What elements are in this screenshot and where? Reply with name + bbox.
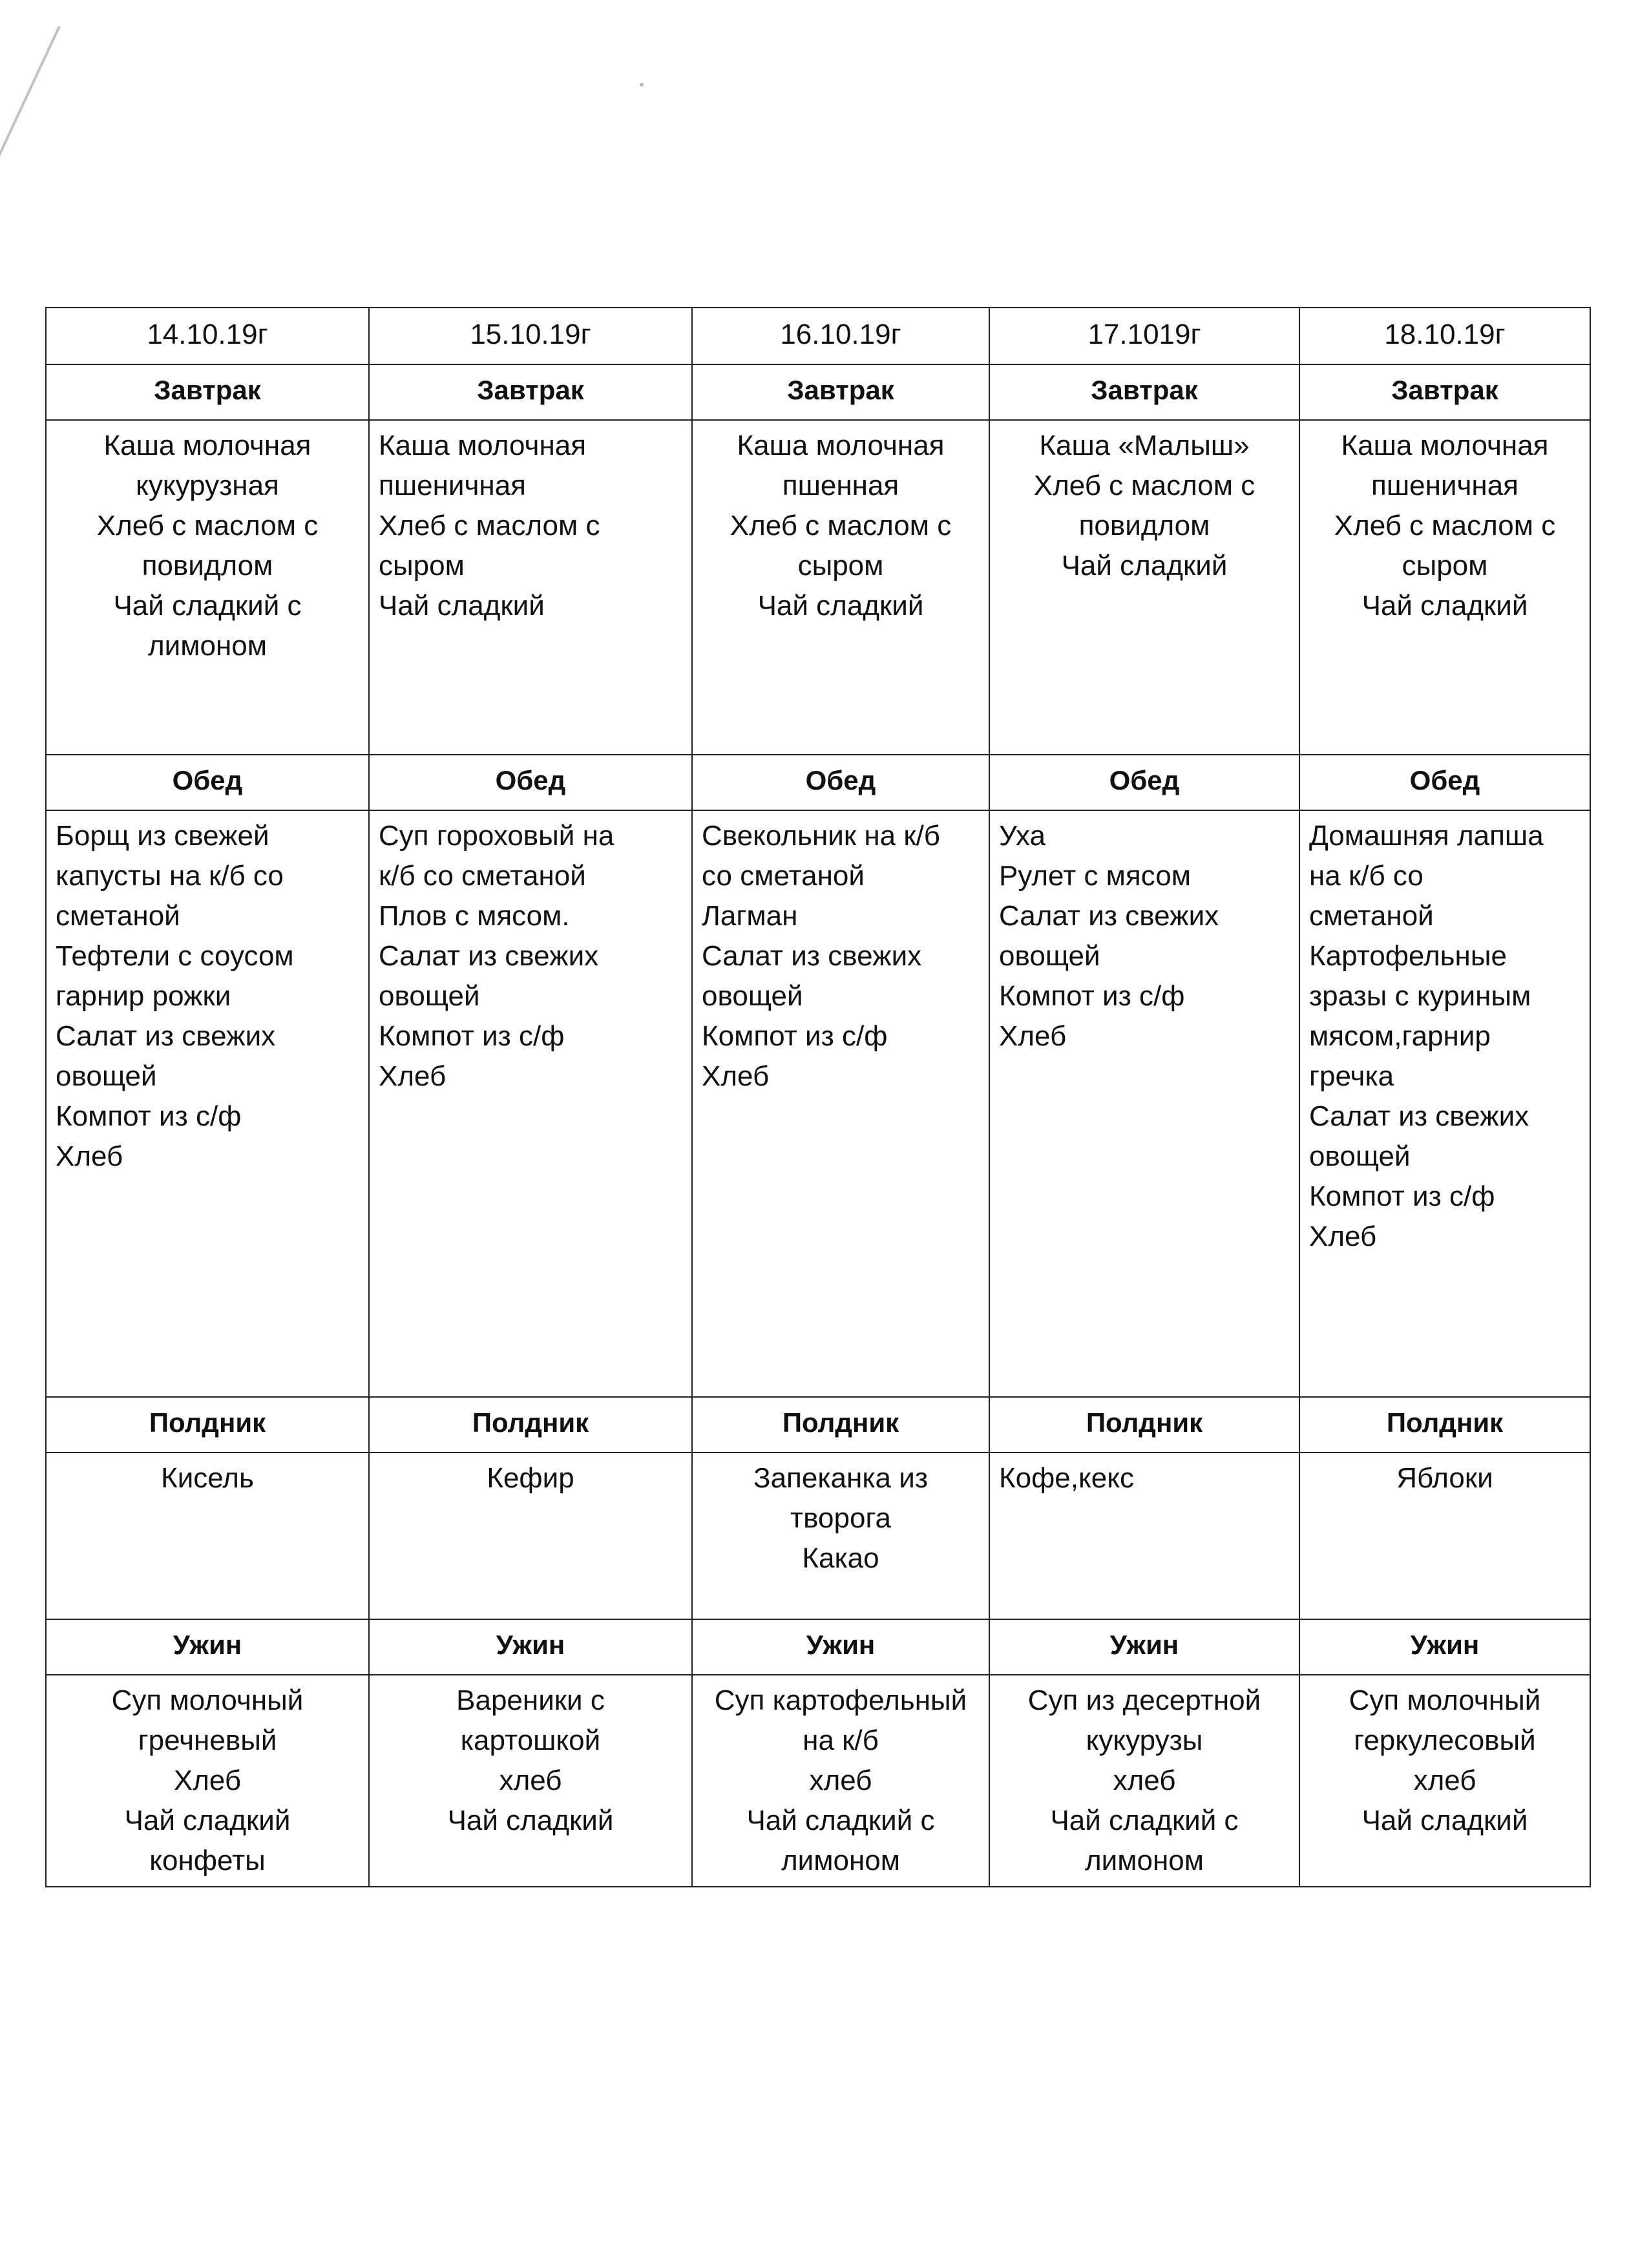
menu-item-line: Хлеб: [173, 1765, 242, 1796]
menu-item-line: геркулесовый: [1354, 1725, 1536, 1756]
meal-label: Ужин: [989, 1619, 1299, 1675]
menu-item-line: Чай сладкий: [379, 590, 545, 622]
menu-item-line: Компот из с/ф: [379, 1020, 565, 1052]
meal-label: Завтрак: [46, 364, 369, 420]
menu-cell: [1299, 810, 1590, 1397]
menu-item-line: Компот из с/ф: [56, 1100, 242, 1132]
menu-item-line: Запеканка из: [753, 1462, 928, 1494]
scan-artifact-line: [0, 26, 61, 203]
menu-item-line: Компот из с/ф: [702, 1020, 888, 1052]
menu-cell: [989, 420, 1299, 755]
meal-label: Завтрак: [369, 364, 692, 420]
menu-item-line: Кефир: [487, 1462, 574, 1494]
scan-artifact-dot: [640, 83, 644, 87]
menu-item-line: Хлеб: [702, 1060, 770, 1092]
menu-item-line: Салат из свежих: [56, 1020, 276, 1052]
menu-item-line: Хлеб с маслом с: [379, 510, 600, 541]
menu-cell: [369, 420, 692, 755]
lunch-header-row: [46, 755, 1590, 810]
meal-label: Обед: [989, 755, 1299, 810]
menu-item-line: Суп из десертной: [1027, 1685, 1261, 1716]
menu-cell: [1299, 1453, 1590, 1619]
menu-item-line: лимоном: [781, 1845, 900, 1876]
menu-item-line: капусты на к/б со: [56, 860, 284, 892]
menu-item-line: пшеничная: [1371, 470, 1518, 501]
date-cell: 14.10.19г: [46, 308, 369, 364]
meal-label: Ужин: [692, 1619, 989, 1675]
date-cell: 15.10.19г: [369, 308, 692, 364]
meal-label: Ужин: [369, 1619, 692, 1675]
menu-cell: [989, 1675, 1299, 1887]
meal-label: Полдник: [46, 1397, 369, 1453]
menu-item-line: на к/б со: [1309, 860, 1423, 892]
meal-label: Завтрак: [989, 364, 1299, 420]
menu-item-line: Каша «Малыш»: [1039, 430, 1250, 461]
menu-item-line: на к/б: [803, 1725, 879, 1756]
menu-item-line: Суп гороховый на: [379, 820, 614, 852]
snack-items-row: [46, 1453, 1590, 1619]
menu-item-line: Каша молочная: [103, 430, 311, 461]
menu-item-line: Чай сладкий с: [113, 590, 302, 622]
menu-item-line: Хлеб: [56, 1140, 123, 1172]
breakfast-items-row: [46, 420, 1590, 755]
menu-item-line: Хлеб с маслом с: [1033, 470, 1255, 501]
menu-cell: [369, 1453, 692, 1619]
menu-item-line: Суп молочный: [1349, 1685, 1541, 1716]
menu-item-line: Компот из с/ф: [999, 980, 1185, 1012]
menu-item-line: Свекольник на к/б: [702, 820, 940, 852]
menu-item-line: Хлеб с маслом с: [1334, 510, 1556, 541]
menu-item-line: конфеты: [149, 1845, 266, 1876]
menu-cell: [369, 810, 692, 1397]
menu-item-line: Суп картофельный: [714, 1685, 967, 1716]
meal-label: Ужин: [1299, 1619, 1590, 1675]
meal-label: Обед: [369, 755, 692, 810]
menu-item-line: Суп молочный: [111, 1685, 304, 1716]
menu-item-line: Чай сладкий: [1361, 590, 1528, 622]
meal-label: Обед: [692, 755, 989, 810]
menu-item-line: Рулет с мясом: [999, 860, 1191, 892]
menu-item-line: сметаной: [56, 900, 180, 932]
snack-header-row: [46, 1397, 1590, 1453]
menu-item-line: гречка: [1309, 1060, 1394, 1092]
menu-item-line: Хлеб: [1309, 1221, 1377, 1252]
menu-item-line: лимоном: [1085, 1845, 1204, 1876]
menu-item-line: сыром: [379, 550, 465, 582]
menu-item-line: гарнир рожки: [56, 980, 231, 1012]
menu-cell: [989, 810, 1299, 1397]
menu-item-line: Уха: [999, 820, 1045, 852]
menu-item-line: хлеб: [1113, 1765, 1176, 1796]
menu-item-line: зразы с куриным: [1309, 980, 1531, 1012]
weekly-menu-table: [45, 307, 1591, 1887]
menu-item-line: Хлеб с маслом с: [96, 510, 319, 541]
menu-item-line: Компот из с/ф: [1309, 1181, 1495, 1212]
menu-item-line: Чай сладкий: [447, 1805, 614, 1836]
menu-item-line: гречневый: [138, 1725, 277, 1756]
menu-item-line: Яблоки: [1396, 1462, 1493, 1494]
menu-item-line: овощей: [999, 940, 1100, 972]
menu-item-line: овощей: [379, 980, 480, 1012]
menu-item-line: Кисель: [161, 1462, 254, 1494]
menu-cell: [369, 1675, 692, 1887]
menu-cell: [692, 810, 989, 1397]
menu-item-line: Домашняя лапша: [1309, 820, 1544, 852]
date-header-row: [46, 308, 1590, 364]
menu-item-line: Салат из свежих: [1309, 1100, 1529, 1132]
menu-item-line: сыром: [1402, 550, 1488, 582]
menu-cell: [692, 1675, 989, 1887]
menu-item-line: Хлеб: [379, 1060, 446, 1092]
menu-item-line: Тефтели с соусом: [56, 940, 294, 972]
menu-cell: [46, 810, 369, 1397]
menu-item-line: творога: [790, 1502, 891, 1534]
menu-item-line: пшеничная: [379, 470, 526, 501]
meal-label: Полдник: [1299, 1397, 1590, 1453]
menu-cell: [46, 420, 369, 755]
meal-label: Полдник: [369, 1397, 692, 1453]
date-cell: 17.1019г: [989, 308, 1299, 364]
meal-label: Завтрак: [1299, 364, 1590, 420]
menu-item-line: хлеб: [499, 1765, 562, 1796]
menu-item-line: хлеб: [809, 1765, 872, 1796]
menu-item-line: Вареники с: [456, 1685, 605, 1716]
menu-item-line: хлеб: [1413, 1765, 1476, 1796]
menu-item-line: Хлеб с маслом с: [730, 510, 952, 541]
menu-item-line: повидлом: [1078, 510, 1210, 541]
menu-item-line: Чай сладкий: [1361, 1805, 1528, 1836]
dinner-header-row: [46, 1619, 1590, 1675]
menu-item-line: Салат из свежих: [999, 900, 1219, 932]
menu-item-line: Кофе,кекс: [999, 1462, 1134, 1494]
date-cell: 18.10.19г: [1299, 308, 1590, 364]
menu-item-line: Борщ из свежей: [56, 820, 269, 852]
menu-item-line: повидлом: [142, 550, 273, 582]
menu-item-line: Какао: [802, 1542, 879, 1574]
menu-cell: [1299, 420, 1590, 755]
menu-item-line: овощей: [702, 980, 803, 1012]
menu-item-line: Чай сладкий с: [1050, 1805, 1239, 1836]
menu-item-line: овощей: [1309, 1140, 1411, 1172]
menu-cell: [46, 1453, 369, 1619]
menu-item-line: картошкой: [460, 1725, 601, 1756]
menu-cell: [46, 1675, 369, 1887]
menu-item-line: Чай сладкий: [757, 590, 924, 622]
dinner-items-row: [46, 1675, 1590, 1887]
breakfast-header-row: [46, 364, 1590, 420]
date-cell: 16.10.19г: [692, 308, 989, 364]
menu-item-line: кукурузная: [136, 470, 279, 501]
menu-item-line: Чай сладкий: [1061, 550, 1228, 582]
meal-label: Ужин: [46, 1619, 369, 1675]
menu-item-line: мясом,гарнир: [1309, 1020, 1491, 1052]
meal-label: Обед: [1299, 755, 1590, 810]
meal-label: Обед: [46, 755, 369, 810]
menu-item-line: лимоном: [148, 630, 267, 662]
menu-cell: [692, 1453, 989, 1619]
menu-item-line: кукурузы: [1086, 1725, 1203, 1756]
menu-item-line: овощей: [56, 1060, 157, 1092]
menu-cell: [989, 1453, 1299, 1619]
meal-label: Полдник: [692, 1397, 989, 1453]
menu-item-line: Салат из свежих: [702, 940, 922, 972]
meal-label: Завтрак: [692, 364, 989, 420]
menu-item-line: Каша молочная: [737, 430, 945, 461]
menu-item-line: сметаной: [1309, 900, 1434, 932]
menu-item-line: Картофельные: [1309, 940, 1507, 972]
menu-item-line: Чай сладкий: [124, 1805, 291, 1836]
meal-label: Полдник: [989, 1397, 1299, 1453]
menu-item-line: Лагман: [702, 900, 798, 932]
menu-item-line: Плов с мясом.: [379, 900, 570, 932]
menu-item-line: Каша молочная: [379, 430, 587, 461]
menu-item-line: пшенная: [782, 470, 899, 501]
menu-item-line: Салат из свежих: [379, 940, 599, 972]
menu-item-line: сыром: [797, 550, 884, 582]
menu-cell: [1299, 1675, 1590, 1887]
menu-item-line: Каша молочная: [1341, 430, 1549, 461]
menu-item-line: со сметаной: [702, 860, 865, 892]
menu-item-line: Чай сладкий с: [746, 1805, 935, 1836]
lunch-items-row: [46, 810, 1590, 1397]
menu-item-line: Хлеб: [999, 1020, 1067, 1052]
menu-item-line: к/б со сметаной: [379, 860, 586, 892]
menu-cell: [692, 420, 989, 755]
